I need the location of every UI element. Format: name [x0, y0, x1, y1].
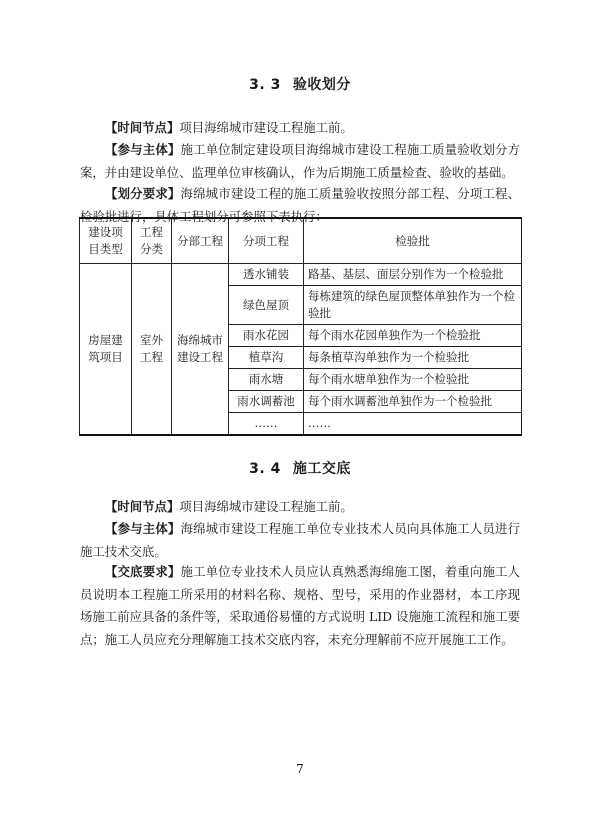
- cell-inspection-lot: 每栋建筑的绿色屋顶整体单独作为一个检验批: [304, 286, 522, 325]
- paragraph-participants: [80, 139, 520, 184]
- section-number: 3. 3: [249, 77, 281, 93]
- cell-sub-item: 雨水塘: [229, 369, 304, 391]
- cell-project-type: 房屋建筑项目: [80, 264, 132, 436]
- briefing-requirements-label: 【交底要求】: [105, 564, 181, 579]
- participants-label: 【参与主体】: [105, 521, 181, 536]
- header-project-type: 建设项目类型: [80, 218, 132, 264]
- section-title: 施工交底: [292, 461, 351, 477]
- cell-sub-item: 雨水调蓄池: [229, 391, 304, 413]
- header-sub-item: 分项工程: [229, 218, 304, 264]
- table-header-row: [80, 218, 522, 264]
- cell-sub-item: 透水铺装: [229, 264, 304, 286]
- time-node-label: 【时间节点】: [105, 120, 180, 135]
- section-number: 3. 4: [249, 461, 281, 477]
- cell-inspection-lot: 每个雨水塘单独作为一个检验批: [304, 369, 522, 391]
- time-node-text: 项目海绵城市建设工程施工前。: [179, 120, 353, 135]
- participants-label: 【参与主体】: [105, 142, 181, 157]
- division-requirements-text: 海绵城市建设工程的施工质量验收按照分部工程、分项工程、检验批进行，具体工程划分可参照下表执行：: [80, 186, 521, 224]
- paragraph-time-node: [80, 496, 520, 519]
- participants-text: 海绵城市建设工程施工单位专业技术人员向具体施工人员进行施工技术交底。: [80, 521, 521, 559]
- cell-inspection-lot: 每个雨水花园单独作为一个检验批: [304, 325, 522, 347]
- section-heading-3-4: [0, 458, 600, 478]
- time-node-text: 项目海绵城市建设工程施工前。: [179, 499, 353, 514]
- cell-category: 室外工程: [132, 264, 172, 436]
- cell-sub-item: 绿色屋顶: [229, 286, 304, 325]
- paragraph-time-node: [80, 117, 520, 140]
- cell-inspection-lot: 路基、基层、面层分别作为一个检验批: [304, 264, 522, 286]
- inspection-division-table: [79, 217, 522, 436]
- header-category: 工程分类: [132, 218, 172, 264]
- cell-inspection-lot: 每条植草沟单独作为一个检验批: [304, 347, 522, 369]
- cell-sub-item: 雨水花园: [229, 325, 304, 347]
- cell-division: 海绵城市建设工程: [172, 264, 229, 436]
- time-node-label: 【时间节点】: [105, 499, 180, 514]
- paragraph-briefing-requirements: [80, 561, 520, 651]
- table-row: [80, 264, 522, 286]
- cell-sub-item: ……: [229, 413, 304, 436]
- cell-sub-item: 植草沟: [229, 347, 304, 369]
- section-heading-3-3: [0, 74, 600, 94]
- cell-inspection-lot: ……: [304, 413, 522, 436]
- cell-inspection-lot: 每个雨水调蓄池单独作为一个检验批: [304, 391, 522, 413]
- participants-text: 施工单位制定建设项目海绵城市建设工程施工质量验收划分方案，并由建设单位、监理单位审核确认，作为后期施工质量检查、验收的基础。: [80, 142, 521, 180]
- division-requirements-label: 【划分要求】: [105, 186, 181, 201]
- header-inspection-lot: 检验批: [304, 218, 522, 264]
- briefing-requirements-text: 施工单位专业技术人员应认真熟悉海绵施工图，着重向施工人员说明本工程施工所采用的材料名称、规格、型号，采用的作业器材，本工序现场施工前应具备的条件等，采取通俗易懂的方式说明 LID 设施施工流程和施工要点；施工人员应充分理解施工技术交底内容，未充分理解前不应开展施工工作。: [80, 564, 521, 647]
- section-title: 验收划分: [292, 77, 351, 93]
- paragraph-participants: [80, 518, 520, 563]
- page-number: 7: [296, 762, 304, 776]
- header-division: 分部工程: [172, 218, 229, 264]
